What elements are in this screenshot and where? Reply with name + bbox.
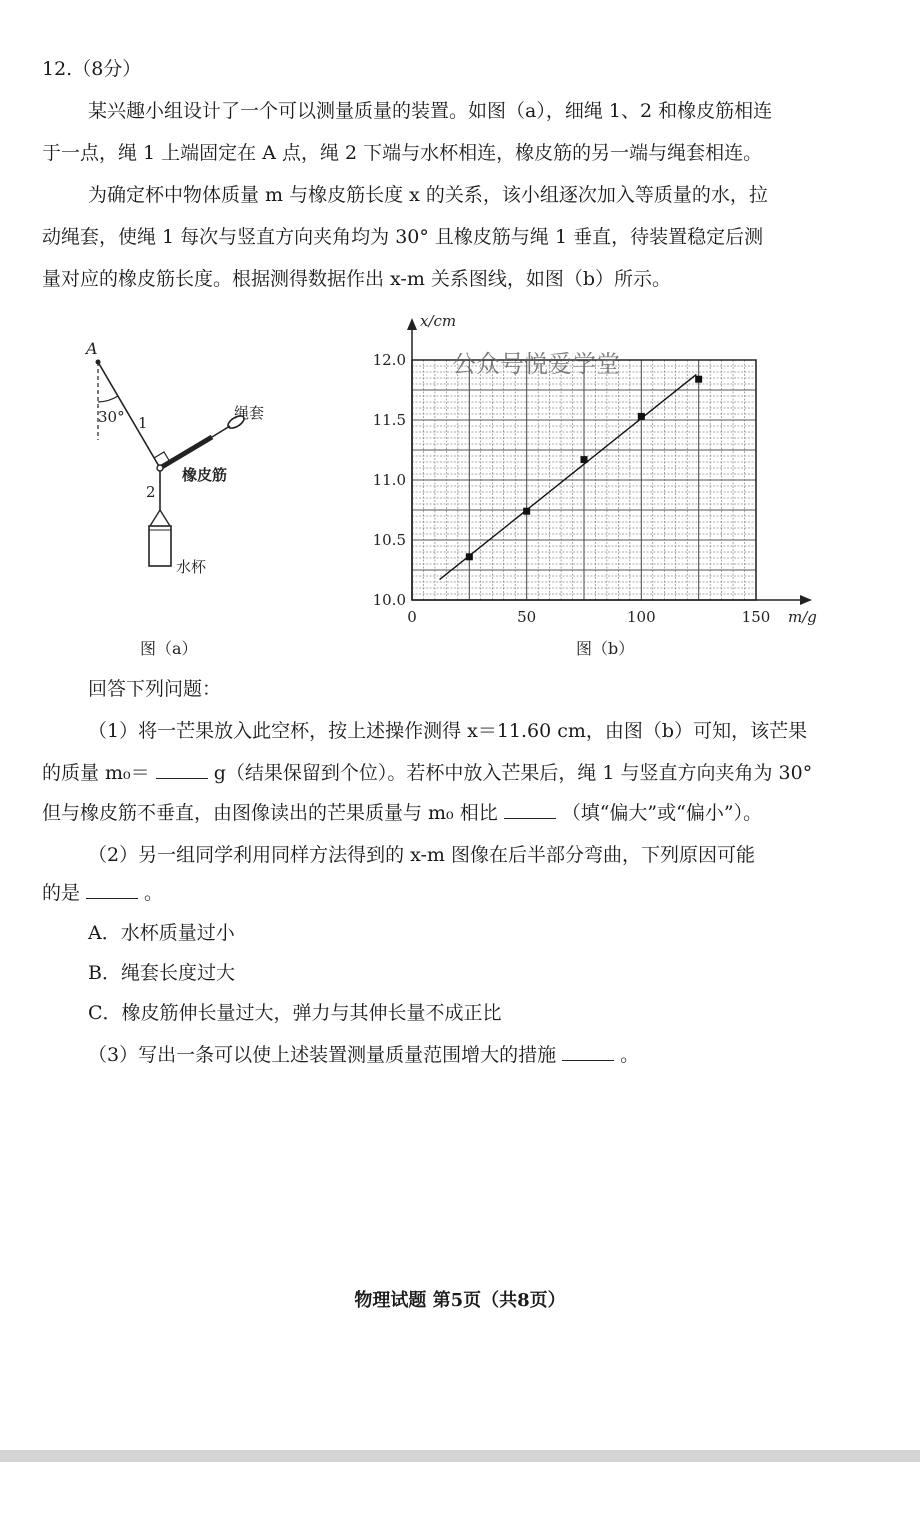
q1-line-3-end: （填“偏大”或“偏小”）。 (561, 802, 763, 824)
chart-watermark: 公众号悦爱学堂 (452, 350, 620, 378)
data-point (695, 376, 702, 383)
x-tick-label: 50 (517, 608, 537, 626)
q3-end: 。 (620, 1044, 640, 1066)
bottom-divider-bar (0, 1450, 920, 1462)
y-tick-label: 12.0 (372, 351, 406, 369)
chart-grid (412, 360, 756, 600)
page-footer: 物理试题 第5页（共8页） (354, 1290, 566, 1311)
label-rubber-band: 橡皮筋 (182, 466, 228, 484)
option-a: A．水杯质量过小 (88, 922, 235, 944)
q2-line-2 (42, 880, 163, 906)
y-axis-arrow (407, 318, 417, 330)
figure-a-apparatus (60, 330, 320, 660)
answer-blank-measure[interactable] (562, 1044, 614, 1061)
data-point (523, 508, 530, 515)
y-tick-label: 10.0 (372, 591, 406, 609)
x-axis-arrow (800, 595, 812, 605)
label-point-a: A (86, 339, 98, 358)
q2-line-2-start: 的是 (42, 882, 81, 904)
x-tick-label: 150 (741, 608, 771, 626)
answer-blank-mass[interactable] (156, 762, 208, 779)
q1-line-2-end: g（结果保留到个位）。若杯中放入芒果后，绳 1 与竖直方向夹角为 30° (213, 762, 813, 784)
y-tick-label: 11.5 (372, 411, 406, 429)
y-tick-label: 10.5 (372, 531, 406, 549)
chart-fit-line (440, 374, 697, 579)
q2-line-1: （2）另一组同学利用同样方法得到的 x-m 图像在后半部分弯曲，下列原因可能 (88, 844, 755, 866)
chart-x-axis-label: m/g (788, 608, 817, 626)
option-c: C．橡皮筋伸长量过大，弹力与其伸长量不成正比 (88, 1002, 502, 1024)
q1-line-2-start: 的质量 m₀＝ (42, 762, 150, 784)
figure-b-caption: 图（b） (576, 639, 635, 658)
data-point (638, 413, 645, 420)
label-water-cup: 水杯 (176, 558, 207, 576)
intro-line-1: 某兴趣小组设计了一个可以测量质量的装置。如图（a），细绳 1、2 和橡皮筋相连 (88, 100, 773, 122)
option-b: B．绳套长度过大 (88, 962, 235, 984)
intro-line-2: 于一点，绳 1 上端固定在 A 点，绳 2 下端与水杯相连，橡皮筋的另一端与绳套相连。 (42, 142, 763, 164)
q1-line-1: （1）将一芒果放入此空杯，按上述操作测得 x＝11.60 cm，由图（b）可知，该芒果 (88, 720, 808, 742)
label-rope-2: 2 (146, 483, 156, 501)
question-header: 12.（8分） (42, 58, 142, 80)
label-rope-1: 1 (138, 414, 148, 432)
chart-tick-labels (373, 351, 771, 626)
y-tick-label: 11.0 (372, 471, 406, 489)
label-angle: 30° (98, 408, 125, 426)
q1-line-3-start: 但与橡皮筋不垂直，由图像读出的芒果质量与 m₀ 相比 (42, 802, 498, 824)
intro-line-3: 为确定杯中物体质量 m 与橡皮筋长度 x 的关系，该小组逐次加入等质量的水，拉 (88, 184, 768, 206)
answers-prompt: 回答下列问题： (88, 678, 222, 700)
data-point (466, 553, 473, 560)
q3-start: （3）写出一条可以使上述装置测量质量范围增大的措施 (88, 1044, 557, 1066)
answer-blank-compare[interactable] (504, 802, 556, 819)
x-tick-label: 0 (407, 608, 417, 626)
q2-line-2-end: 。 (144, 882, 164, 904)
q1-line-2 (42, 760, 812, 786)
best-fit-line (440, 374, 697, 579)
x-tick-label: 100 (627, 608, 656, 626)
chart-y-axis-label: x/cm (420, 312, 457, 330)
figure-b-chart (360, 300, 840, 670)
answer-blank-reason[interactable] (86, 882, 138, 899)
q1-line-3 (42, 800, 762, 826)
label-rope-loop: 绳套 (234, 404, 265, 422)
figure-a-caption: 图（a） (140, 639, 198, 658)
intro-line-5: 量对应的橡皮筋长度。根据测得数据作出 x-m 关系图线，如图（b）所示。 (42, 268, 672, 290)
intro-line-4: 动绳套，使绳 1 每次与竖直方向夹角均为 30° 且橡皮筋与绳 1 垂直，待装置稳定后测 (42, 226, 764, 248)
data-point (581, 456, 588, 463)
q3-line (88, 1042, 639, 1068)
